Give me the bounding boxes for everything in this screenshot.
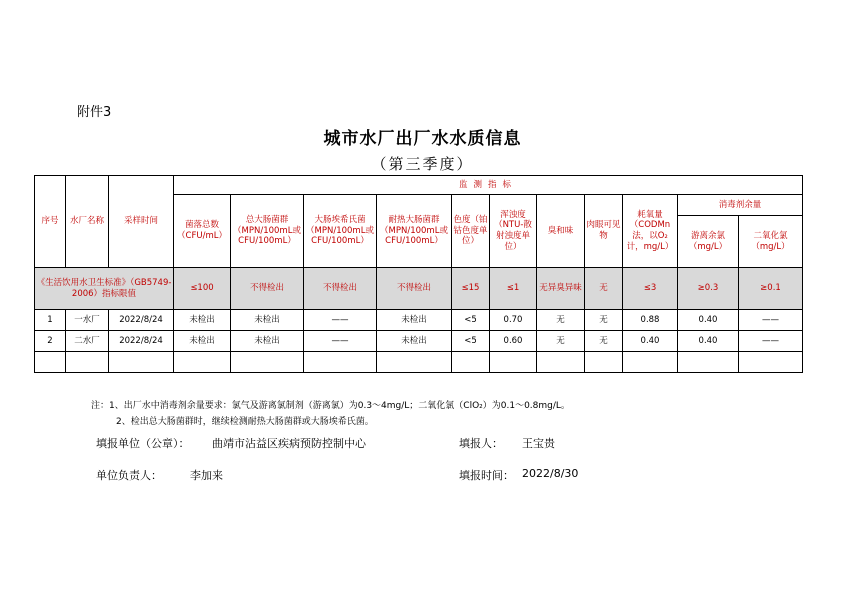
table-row (35, 310, 803, 331)
standard-value: ≥0.1 (739, 268, 803, 310)
header-disinfect-col: 二氧化氯（mg/L） (739, 216, 803, 268)
reporter-label: 填报人： (459, 437, 503, 450)
standard-value: 无 (585, 268, 623, 310)
row-value: 0.60 (490, 331, 537, 352)
standard-value: ≤100 (174, 268, 231, 310)
row-date: 2022/8/24 (109, 310, 174, 331)
table-row-empty (35, 352, 803, 373)
row-value: 未检出 (231, 331, 304, 352)
row-value: 未检出 (174, 310, 231, 331)
row-value: 无 (585, 310, 623, 331)
row-value: 未检出 (231, 310, 304, 331)
head-value: 李加来 (190, 469, 223, 482)
header-no: 序号 (35, 176, 66, 268)
header-disinfect-group: 消毒剂余量 (678, 195, 803, 216)
row-value: —— (739, 310, 803, 331)
row-value: 无 (537, 310, 585, 331)
row-plant: 一水厂 (66, 310, 109, 331)
row-value: 未检出 (174, 331, 231, 352)
header-plant: 水厂名称 (66, 176, 109, 268)
row-value: 未检出 (377, 331, 452, 352)
unit-label: 填报单位（公章）： (96, 437, 190, 450)
header-indicator: 色度（铂钴色度单位） (452, 195, 490, 268)
page-subtitle: （第三季度） (371, 155, 474, 173)
header-time: 采样时间 (109, 176, 174, 268)
row-no: 2 (35, 331, 66, 352)
header-indicator: 臭和味 (537, 195, 585, 268)
time-label: 填报时间： (459, 469, 514, 482)
standard-value: ≥0.3 (678, 268, 739, 310)
row-value: 0.70 (490, 310, 537, 331)
header-indicator: 总大肠菌群（MPN/100mL或CFU/100mL） (231, 195, 304, 268)
row-date: 2022/8/24 (109, 331, 174, 352)
note-1: 注：1、出厂水中消毒剂余量要求：氯气及游离氯制剂（游离氯）为0.3～4mg/L；二氧化氯（ClO₂）为0.1～0.8mg/L。 (91, 401, 570, 411)
header-monitor-group: 监测指标 (174, 176, 803, 195)
header-indicator: 耐热大肠菌群（MPN/100mL或CFU/100mL） (377, 195, 452, 268)
reporter-value: 王宝贵 (522, 437, 555, 450)
time-value: 2022/8/30 (522, 467, 579, 480)
standard-value: 不得检出 (304, 268, 377, 310)
row-value: 0.40 (678, 310, 739, 331)
standard-value: 无异臭异味 (537, 268, 585, 310)
row-value: <5 (452, 310, 490, 331)
row-value: 0.88 (623, 310, 678, 331)
header-indicator: 肉眼可见物 (585, 195, 623, 268)
standard-value: 不得检出 (231, 268, 304, 310)
header-indicator: 大肠埃希氏菌（MPN/100mL或CFU/100mL） (304, 195, 377, 268)
row-value: —— (739, 331, 803, 352)
header-indicator: 菌落总数（CFU/mL） (174, 195, 231, 268)
row-plant: 二水厂 (66, 331, 109, 352)
water-quality-table (34, 175, 803, 373)
table-row (35, 331, 803, 352)
attachment-label: 附件3 (77, 105, 112, 120)
standard-value: ≤1 (490, 268, 537, 310)
row-value: <5 (452, 331, 490, 352)
header-disinfect-col: 游离余氯（mg/L） (678, 216, 739, 268)
standard-value: 不得检出 (377, 268, 452, 310)
note-2: 2、检出总大肠菌群时，继续检测耐热大肠菌群或大肠埃希氏菌。 (116, 417, 374, 427)
row-no: 1 (35, 310, 66, 331)
unit-value: 曲靖市沾益区疾病预防控制中心 (212, 437, 366, 450)
header-indicator: 浑浊度（NTU-散射浊度单位） (490, 195, 537, 268)
head-label: 单位负责人： (96, 469, 162, 482)
row-value: 0.40 (678, 331, 739, 352)
row-value: —— (304, 310, 377, 331)
row-value: 无 (537, 331, 585, 352)
standard-value: ≤3 (623, 268, 678, 310)
header-indicator: 耗氧量（CODMn法，以O₂计，mg/L） (623, 195, 678, 268)
row-value: 无 (585, 331, 623, 352)
row-value: 0.40 (623, 331, 678, 352)
row-value: —— (304, 331, 377, 352)
page-title: 城市水厂出厂水水质信息 (323, 129, 522, 149)
standard-value: ≤15 (452, 268, 490, 310)
row-value: 未检出 (377, 310, 452, 331)
standard-label: 《生活饮用水卫生标准》（GB5749-2006）指标限值 (35, 268, 174, 310)
